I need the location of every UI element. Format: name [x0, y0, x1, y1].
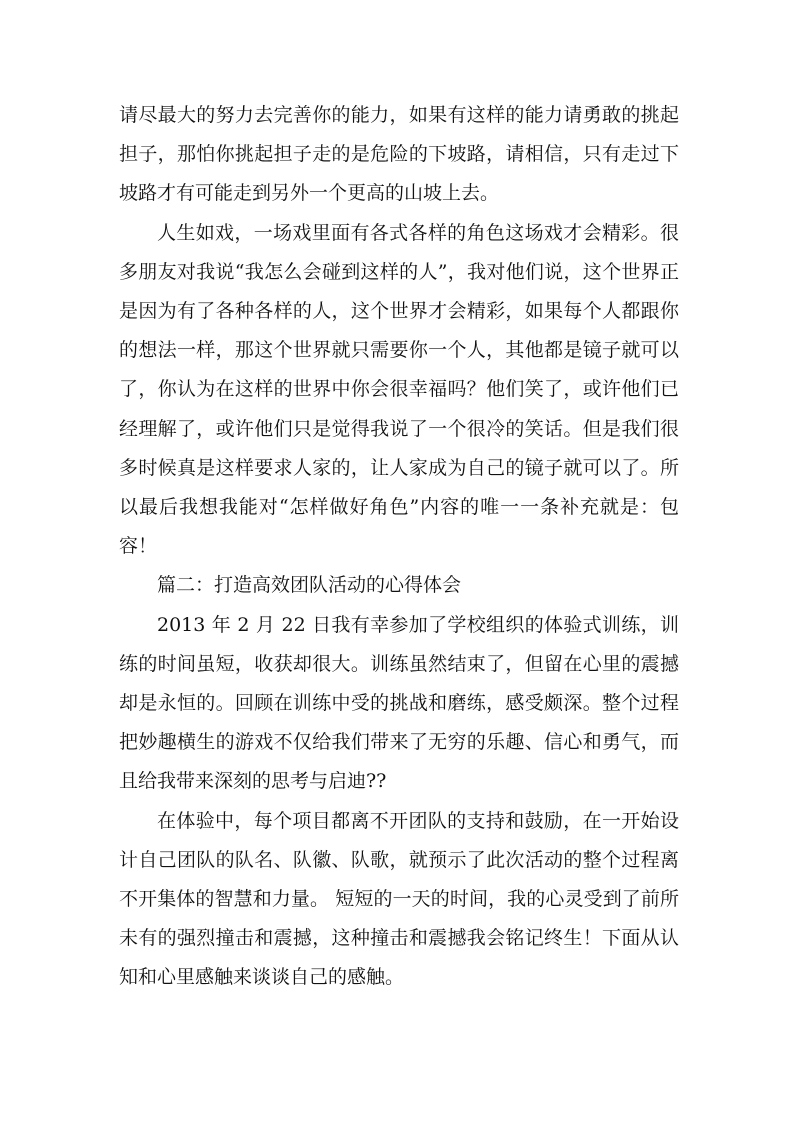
document-page — [119, 96, 679, 998]
paragraph-continuation: 请尽最大的努力去完善你的能力，如果有这样的能力请勇敢的挑起担子，那怕你挑起担子走的是危险的下坡路，请相信，只有走过下坡路才有可能走到另外一个更高的山坡上去。 — [119, 104, 679, 205]
paragraph-training-date: 2013 年 2 月 22 日我有幸参加了学校组织的体验式训练，训练的时间虽短，收获却很大。训练虽然结束了，但留在心里的震撼却是永恒的。回顾在训练中受的挑战和磨练，感受颇深。整个过程把妙趣横生的游戏不仅给我们带来了无穷的乐趣、信心和勇气，而且给我带来深刻的思考与启迪?? — [119, 613, 679, 793]
paragraph-team-support: 在体验中，每个项目都离不开团队的支持和鼓励，在一开始设计自己团队的队名、队徽、队歌，就预示了此次活动的整个过程离不开集体的智慧和力量。 短短的一天的时间，我的心灵受到了前所未有的强烈撞击和震撼，这种撞击和震撼我会铭记终生！下面从认知和心里感触来谈谈自己的感触。 — [119, 809, 679, 989]
section-heading: 篇二：打造高效团队活动的心得体会 — [157, 574, 462, 597]
paragraph-life-as-play: 人生如戏，一场戏里面有各式各样的角色这场戏才会精彩。很多朋友对我说“我怎么会碰到这样的人”，我对他们说，这个世界正是因为有了各种各样的人，这个世界才会精彩，如果每个人都跟你的想法一样，那这个世界就只需要你一个人，其他都是镜子就可以了，你认为在这样的世界中你会很幸福吗？他们笑了，或许他们已经理解了，或许他们只是觉得我说了一个很冷的笑话。但是我们很多时候真是这样要求人家的，让人家成为自己的镜子就可以了。所以最后我想我能对“怎样做好角色”内容的唯一一条补充就是：包容！ — [119, 221, 679, 558]
